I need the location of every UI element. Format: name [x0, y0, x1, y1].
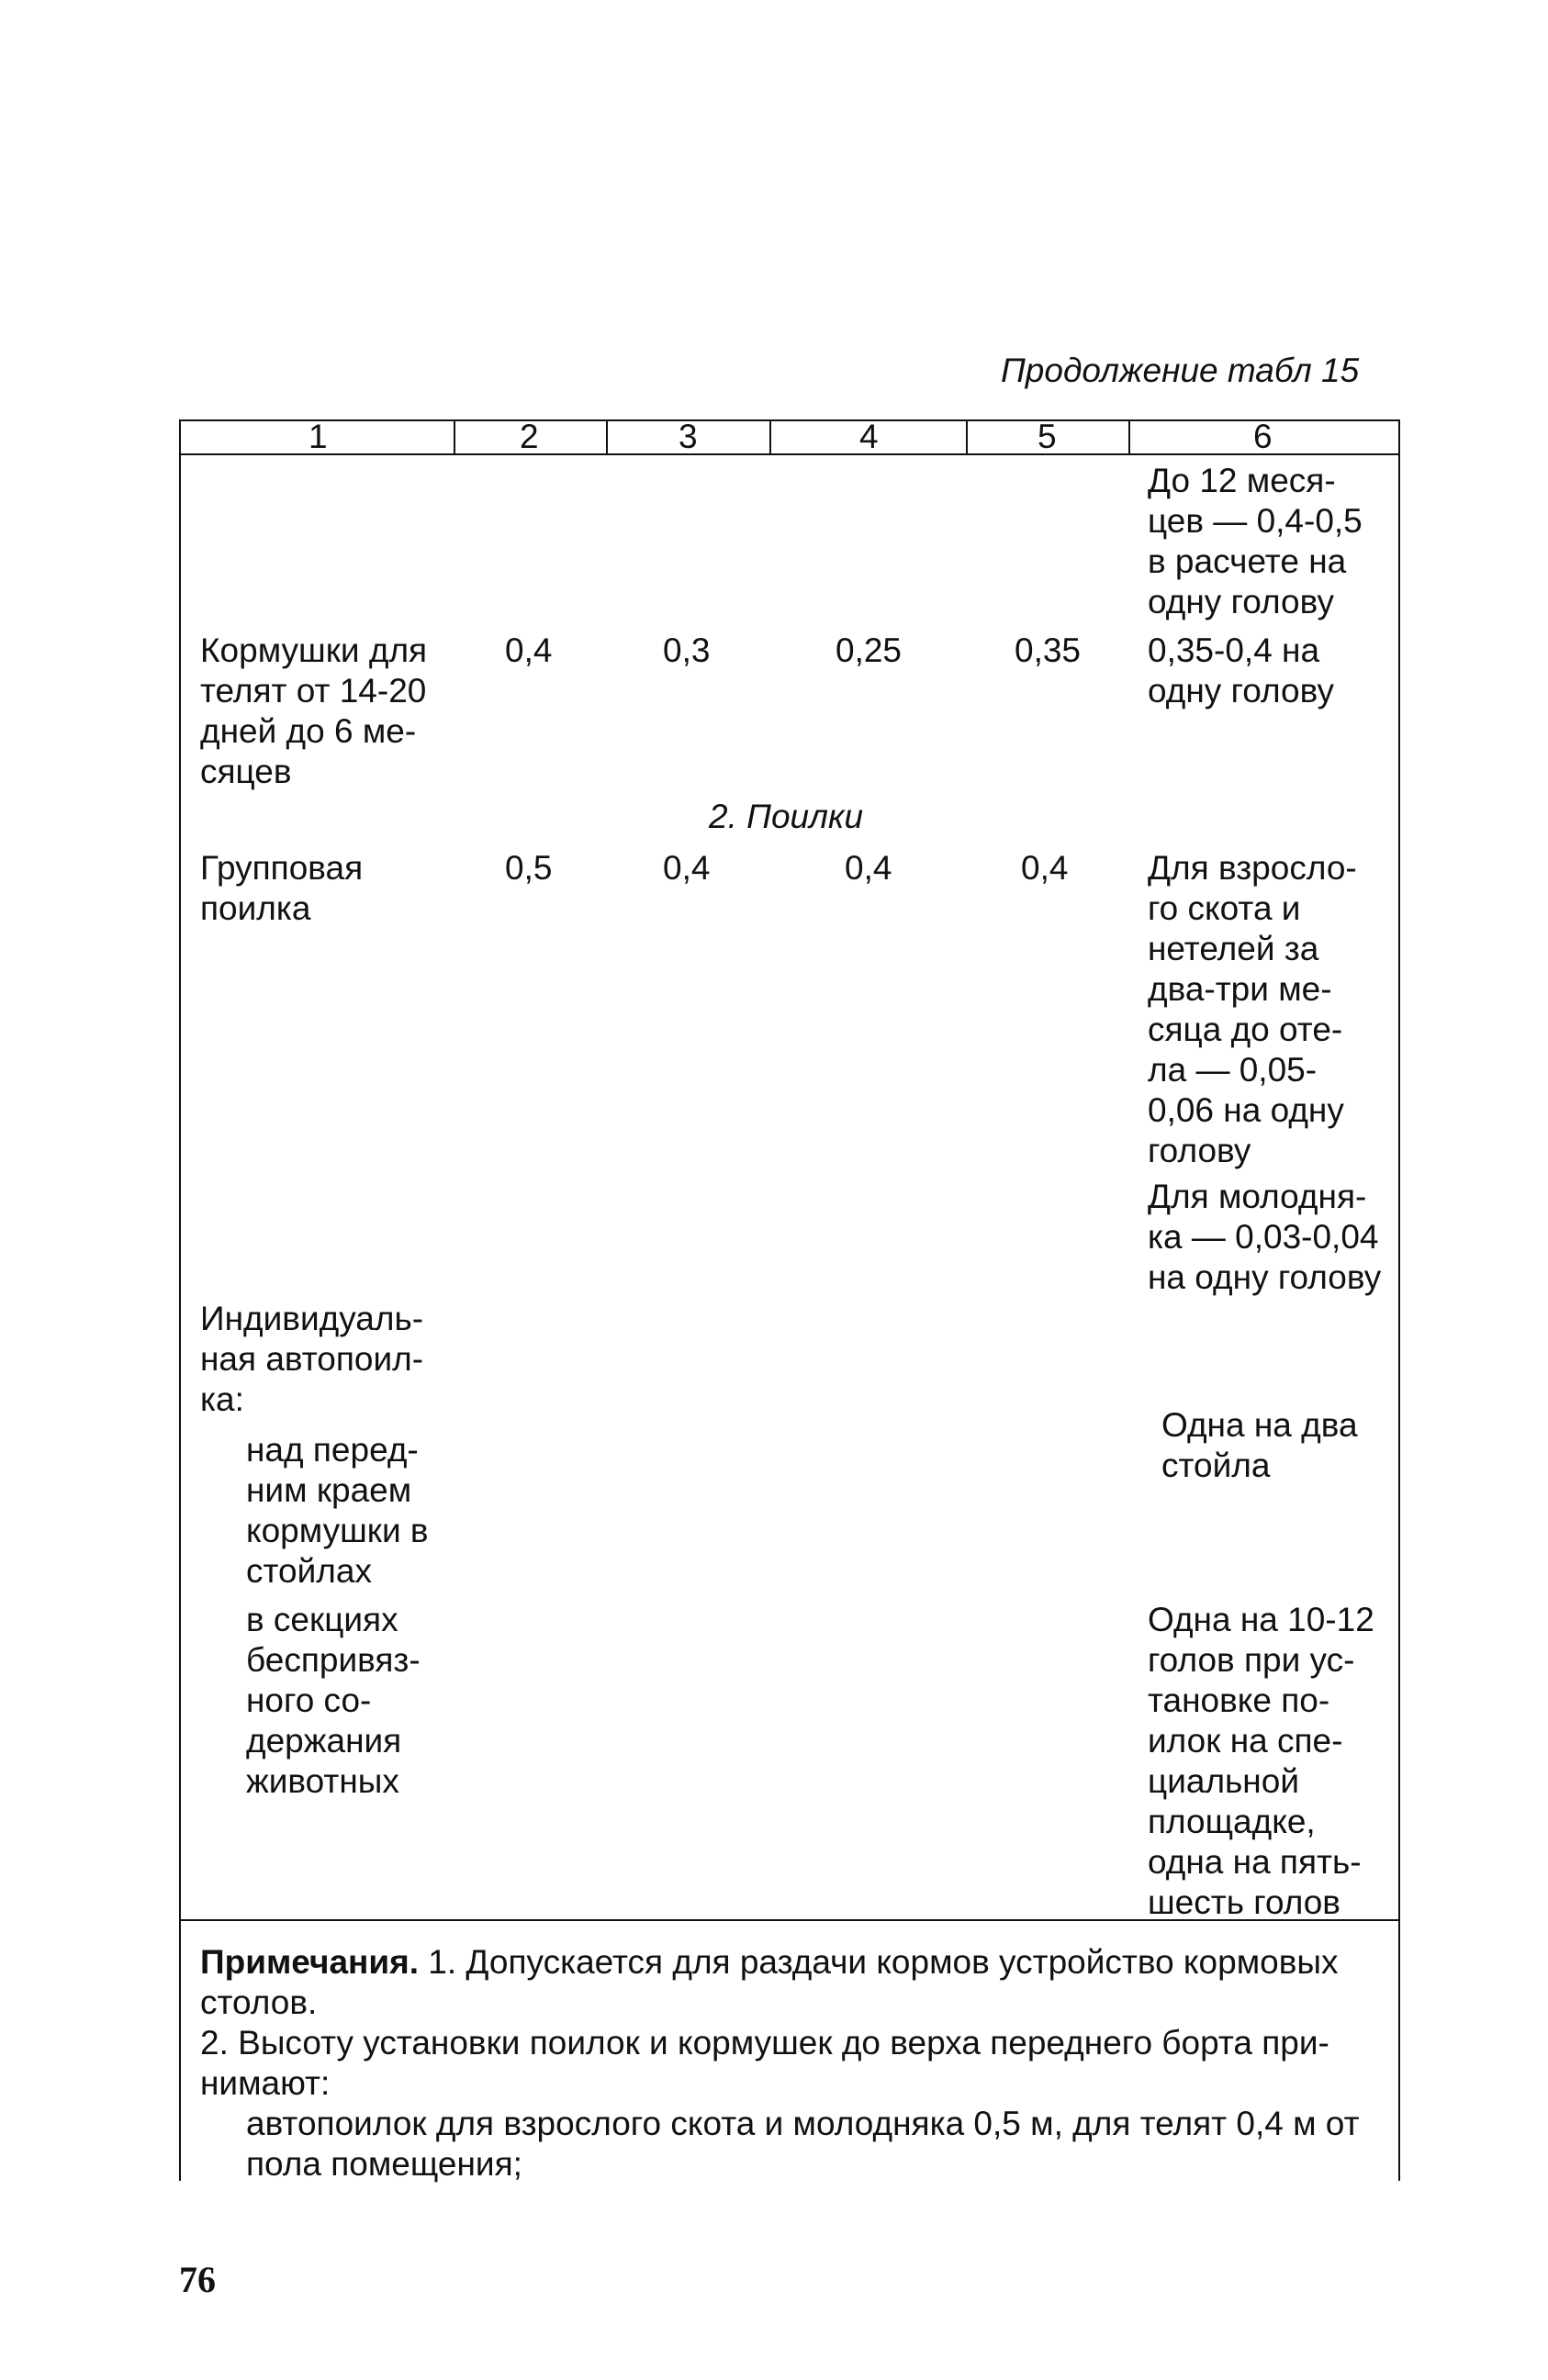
- header-col-3: 3: [679, 418, 698, 455]
- header-col-1: 1: [308, 418, 328, 455]
- notes-left-border: [179, 1919, 181, 2181]
- row2-name: Групповая поилка: [200, 849, 364, 927]
- row0-col6: До 12 меся- цев — 0,4-0,5 в расчете на одну голову: [1148, 462, 1363, 620]
- col-divider-3: [769, 419, 771, 454]
- row3-sub2: в секциях беспривяз- ного со- держания животных: [246, 1601, 421, 1800]
- col-divider-5: [1128, 419, 1130, 454]
- table-right-border: [1398, 419, 1400, 1921]
- col-divider-2: [606, 419, 608, 454]
- page-number: 76: [179, 2259, 216, 2300]
- row1-name: Кормушки для телят от 14-20 дней до 6 ме- сяцев: [200, 631, 428, 790]
- table-top-border: [179, 419, 1400, 421]
- row1-col6: 0,35-0,4 на одну голову: [1148, 631, 1334, 710]
- row1-col3: 0,3: [663, 631, 711, 669]
- row3-sub2-col6: Одна на 10-12 голов при ус- тановке по- илок на спе- циальной площадке, одна на пять- шесть голов: [1148, 1601, 1374, 1921]
- row2-col6-adult: Для взросло- го скота и нетелей за два-три ме- сяца до оте- ла — 0,05- 0,06 на одну голову: [1148, 849, 1357, 1169]
- row3-sub1-col6: Одна на два стойла: [1161, 1406, 1358, 1484]
- header-col-2: 2: [520, 418, 539, 455]
- col-divider-4: [966, 419, 968, 454]
- note-2-line-4: пола помещения;: [246, 2145, 522, 2183]
- row1-col5: 0,35: [1015, 631, 1082, 669]
- note-2-line-3: автопоилок для взрослого скота и молодняка 0,5 м, для телят 0,4 м от: [246, 2105, 1360, 2142]
- row3-sub1: над перед- ним краем кормушки в стойлах: [246, 1431, 429, 1590]
- notes-label: Примечания.: [200, 1943, 419, 1981]
- notes-line-1: [200, 1942, 1338, 1983]
- note-2-line-1: 2. Высоту установки поилок и кормушек до верха переднего борта при-: [200, 2024, 1329, 2062]
- notes-right-border: [1398, 1919, 1400, 2181]
- table-left-border: [179, 419, 181, 1921]
- row2-col6-young: Для молодня- ка — 0,03-0,04 на одну голову: [1148, 1178, 1382, 1296]
- row2-col2: 0,5: [505, 849, 553, 887]
- header-col-6: 6: [1253, 418, 1273, 455]
- note-1-text: 1. Допускается для раздачи кормов устройство кормовых: [419, 1943, 1339, 1981]
- row1-col2: 0,4: [505, 631, 553, 669]
- row1-col4: 0,25: [836, 631, 903, 669]
- row2-col4: 0,4: [845, 849, 892, 887]
- col-divider-1: [454, 419, 455, 454]
- row3-name: Индивидуаль- ная автопоил- ка:: [200, 1300, 424, 1418]
- row2-col3: 0,4: [663, 849, 711, 887]
- section-heading: 2. Поилки: [709, 798, 864, 835]
- row2-col5: 0,4: [1021, 849, 1069, 887]
- header-col-5: 5: [1038, 418, 1057, 455]
- note-1-line-2: столов.: [200, 1983, 318, 2021]
- note-2-line-2: нимают:: [200, 2064, 331, 2102]
- table-caption: Продолжение табл 15: [1001, 352, 1360, 389]
- header-bottom-border: [179, 453, 1400, 455]
- header-col-4: 4: [859, 418, 879, 455]
